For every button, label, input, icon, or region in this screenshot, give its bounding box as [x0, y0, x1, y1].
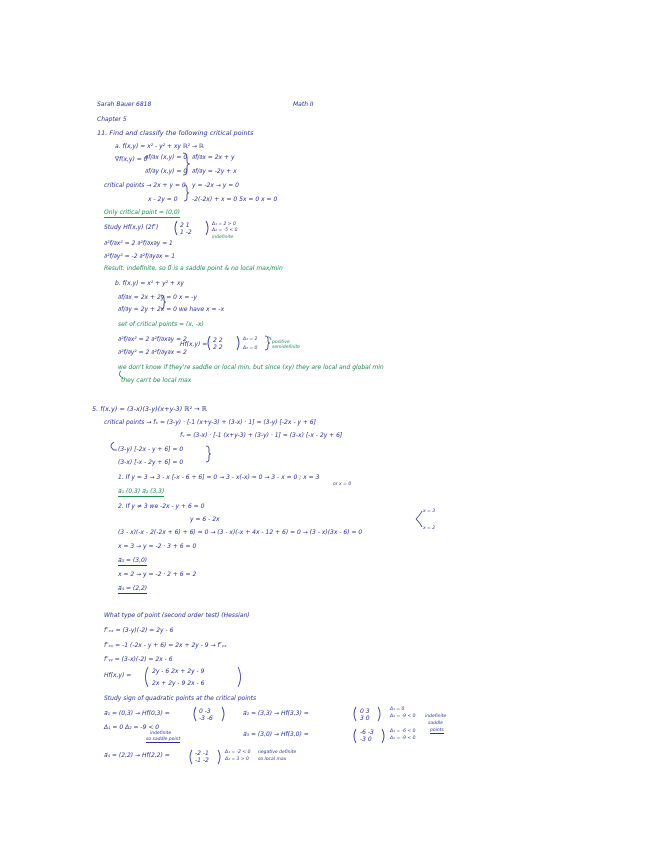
matrix-bracket-a2-l	[354, 707, 356, 721]
p5b-a1-indefinite: indefinite	[150, 731, 172, 736]
p11a-line6: ∂f/∂y = -2y + x	[192, 168, 237, 175]
matrix-bracket-a2-r	[378, 707, 380, 721]
p5b-a1-row1: 0 -3	[199, 708, 211, 715]
p11b-semidefinite: positive semidefinite	[272, 340, 300, 350]
p5-x2-result: x = 2 → y = -2 · 2 + 6 = 2	[118, 571, 197, 578]
p11a-second-derivs-1: ∂²f/∂x² = 2 ∂²f/∂x∂y = 1	[104, 240, 173, 247]
p11a-line5: ∂f/∂x = 2x + y	[192, 154, 235, 161]
p5b-a2-delta1: Δ₁ = 0	[390, 707, 405, 712]
p11b-delta1: Δ₁ = 2	[243, 337, 258, 342]
matrix-bracket-a1-l	[194, 707, 196, 721]
p11b-line1: b. f(x,y) = x² + y² + xy	[115, 280, 184, 287]
p11a-result: Result: indefinite, so 0⃗ is a saddle point & no local max/min	[104, 265, 283, 272]
matrix-bracket-a4-r	[218, 750, 220, 764]
p11b-delta2: Δ₂ = 0	[243, 346, 258, 351]
p5-case1: 1. If y = 3 → 3 - x [-x - 6 + 6] = 0 → 3 - x(-x) = 0 → 3 - x = 0 ; x = 3	[118, 474, 320, 481]
p11b-not-max: they can't be local max	[121, 377, 192, 384]
p5-case2: 2. If y ≠ 3 we -2x - y + 6 = 0	[118, 503, 205, 510]
p5b-hf-row2: 2x + 2y - 9 2x - 6	[152, 680, 205, 687]
brace-5-x	[416, 511, 422, 527]
p5-point4: a⃗₄ = (2,2)	[118, 585, 148, 592]
p5b-title: What type of point (second order test) (Hessian)	[104, 612, 250, 619]
p5b-a4-label: a⃗₄ = (2,2) → Hf(2,2) =	[104, 752, 170, 759]
p5b-a3-row1: -6 -3	[360, 729, 374, 736]
p5b-a1-row2: -3 -6	[199, 715, 213, 722]
chapter-heading: Chapter 5	[97, 116, 127, 123]
p5-x3-result: x = 3 → y = -2 · 3 + 6 = 0	[118, 543, 197, 550]
p5-fx: critical points → fₓ = (3-y) · [-1 (x+y-3) + (3-x) · 1] = (3-y) [-2x - y + 6]	[104, 419, 316, 426]
p11a-matrix-row2: 1 -2	[180, 229, 192, 236]
p11a-delta1: Δ₁ = 2 > 0	[212, 222, 236, 227]
p5b-fxx: f″ₓₓ = (3-y)(-2) = 2y - 6	[104, 627, 174, 634]
p11b-matrix-row2: 2 2	[213, 344, 223, 351]
p5-y-expr: y = 6 - 2x	[190, 516, 220, 523]
p5b-fyy: f″ᵧᵧ = (3-x)(-2) = 2x - 6	[104, 656, 173, 663]
p11a-line2: ∇f(x,y) = 0⃗	[115, 156, 148, 163]
p5b-indefinite-side: indefinite	[425, 714, 447, 719]
p11a-line4: ∂f/∂y (x,y) = 0	[145, 168, 188, 175]
p5-case1-or: or x = 0	[333, 482, 352, 487]
p5b-fxy: f″ₓᵧ = -1 (-2x - y + 6) = 2x + 2y - 9 → f″ᵧₓ	[104, 642, 227, 649]
p5b-a3-delta1: Δ₁ = -6 < 0	[390, 729, 416, 734]
problem-11-title: 11. Find and classify the following critical points	[97, 129, 254, 137]
p5b-points-side: points	[430, 728, 444, 733]
p11a-indefinite: indefinite	[212, 235, 234, 240]
p11b-line3: ∂f/∂y = 2y + 2x = 0 we have x = -x	[118, 306, 225, 313]
p5b-hf-row1: 2y - 6 2x + 2y - 9	[152, 668, 205, 675]
p11b-set: set of critical points = (x, -x)	[118, 321, 204, 328]
p11b-second-1: ∂²f/∂x² = 2 ∂²f/∂x∂y = 2	[118, 336, 187, 343]
p5b-a1-label: a⃗₁ = (0,3) → Hf(0,3) =	[104, 710, 170, 717]
p5b-a2-delta2: Δ₂ = -9 < 0	[390, 714, 416, 719]
p5-eq1: (3-y) [-2x - y + 6] = 0	[118, 446, 184, 453]
course-name: Math II	[293, 101, 314, 108]
p5b-a2-row1: 0 3	[360, 708, 370, 715]
p5-points-12: a⃗₁ (0,3) a⃗₂ (3,3)	[118, 488, 165, 495]
p5b-a4-negdef: negative definite	[258, 750, 297, 755]
p11a-line10: -2(-2x) + x = 0 5x = 0 x = 0	[192, 196, 278, 203]
arrow-5	[111, 442, 117, 450]
matrix-bracket-11b-r	[237, 336, 239, 350]
p5b-saddle-side: saddle	[428, 721, 443, 726]
p11a-line8: y = -2x → y = 0	[192, 182, 239, 189]
p11a-delta2: Δ₂ = -5 < 0	[212, 228, 238, 233]
p11b-second-2: ∂²f/∂y² = 2 ∂²f/∂y∂x = 2	[118, 349, 187, 356]
p11a-study-hessian: Study Hf(x,y) (2f″)	[104, 224, 159, 231]
matrix-bracket-a3-l	[354, 729, 356, 743]
p11a-line9: x - 2y = 0	[148, 196, 178, 203]
matrix-bracket-a4-l	[190, 750, 192, 764]
p5b-a2-row2: 3 0	[360, 715, 370, 722]
p11b-hf-label: Hf(x,y) =	[180, 341, 208, 348]
matrix-bracket-11a-l	[175, 221, 177, 235]
p5b-a3-delta2: Δ₂ = -9 < 0	[390, 736, 416, 741]
p11a-only-critical: Only critical point = (0,0)	[104, 209, 181, 216]
p11a-line3: ∂f/∂x (x,y) = 0	[145, 154, 188, 161]
p5b-a3-label: a⃗₃ = (3,0) → Hf(3,0) =	[243, 731, 309, 738]
p5b-a4-row1: -2 -1	[195, 750, 209, 757]
p11a-second-derivs-2: ∂²f/∂y² = -2 ∂²f/∂y∂x = 1	[104, 253, 176, 260]
p11a-line1: a. f(x,y) = x² - y² + xy ℝ² → ℝ	[115, 143, 204, 150]
matrix-bracket-11a-r	[206, 221, 208, 235]
p11b-matrix-row1: 2 2	[213, 337, 223, 344]
matrix-bracket-a3-r	[382, 729, 384, 743]
p5-x3: x = 3	[423, 509, 436, 514]
p5b-study: Study sign of quadratic points at the critical points	[104, 695, 257, 702]
p5-point3: a⃗₃ = (3,0)	[118, 557, 148, 564]
matrix-bracket-a1-r	[222, 707, 224, 721]
p5b-a4-delta2: Δ₂ = 3 > 0	[225, 757, 249, 762]
brace-5-system	[206, 446, 211, 462]
p5-function: 5. f(x,y) = (3-x)(3-y)(x+y-3) ℝ² → ℝ	[92, 405, 207, 413]
p5b-a3-row2: -3 0	[360, 736, 372, 743]
matrix-bracket-hf-r	[238, 667, 241, 687]
p11a-matrix-row1: 2 1	[180, 222, 190, 229]
p5-x2: x = 2	[423, 526, 436, 531]
student-name: Sarah Bauer 6818	[97, 101, 152, 108]
p5b-a1-deltas: Δ₁ = 0 Δ₂ = -9 < 0	[104, 724, 160, 731]
p11b-line2: ∂f/∂x = 2x + 2y = 0 x = -y	[118, 294, 197, 301]
p5b-a4-delta1: Δ₁ = -2 < 0	[225, 750, 251, 755]
p5b-hf-label: Hf(x,y) =	[104, 672, 132, 679]
brace-sign-11b	[268, 337, 271, 340]
p5-fy: fᵧ = (3-x) · [-1 (x+y-3) + (3-y) · 1] = (3-x) [-x - 2y + 6]	[180, 432, 343, 439]
p11a-line7: critical points → 2x + y = 0	[104, 182, 186, 189]
matrix-bracket-hf-l	[146, 667, 149, 687]
p5b-a4-row2: -1 -2	[195, 757, 209, 764]
brace-11b-delta	[265, 336, 270, 350]
p5-eq2: (3-x) [-x - 2y + 6] = 0	[118, 459, 184, 466]
p5b-a2-label: a⃗₂ = (3,3) → Hf(3,3) =	[243, 710, 309, 717]
p5-solve: (3 - x)(-x - 2(-2x + 6) + 6) = 0 → (3 - x)(-x + 4x - 12 + 6) = 0 → (3 - x)(3x - 6) = 0	[118, 529, 363, 536]
matrix-bracket-11b-l	[208, 336, 210, 350]
p5b-a4-localmax: so local max	[258, 757, 287, 762]
p11b-conclusion: we don't know if they're saddle or local min, but since (xy) they are local and global min	[118, 364, 384, 371]
p5b-a1-saddle: so saddle point	[146, 737, 181, 742]
